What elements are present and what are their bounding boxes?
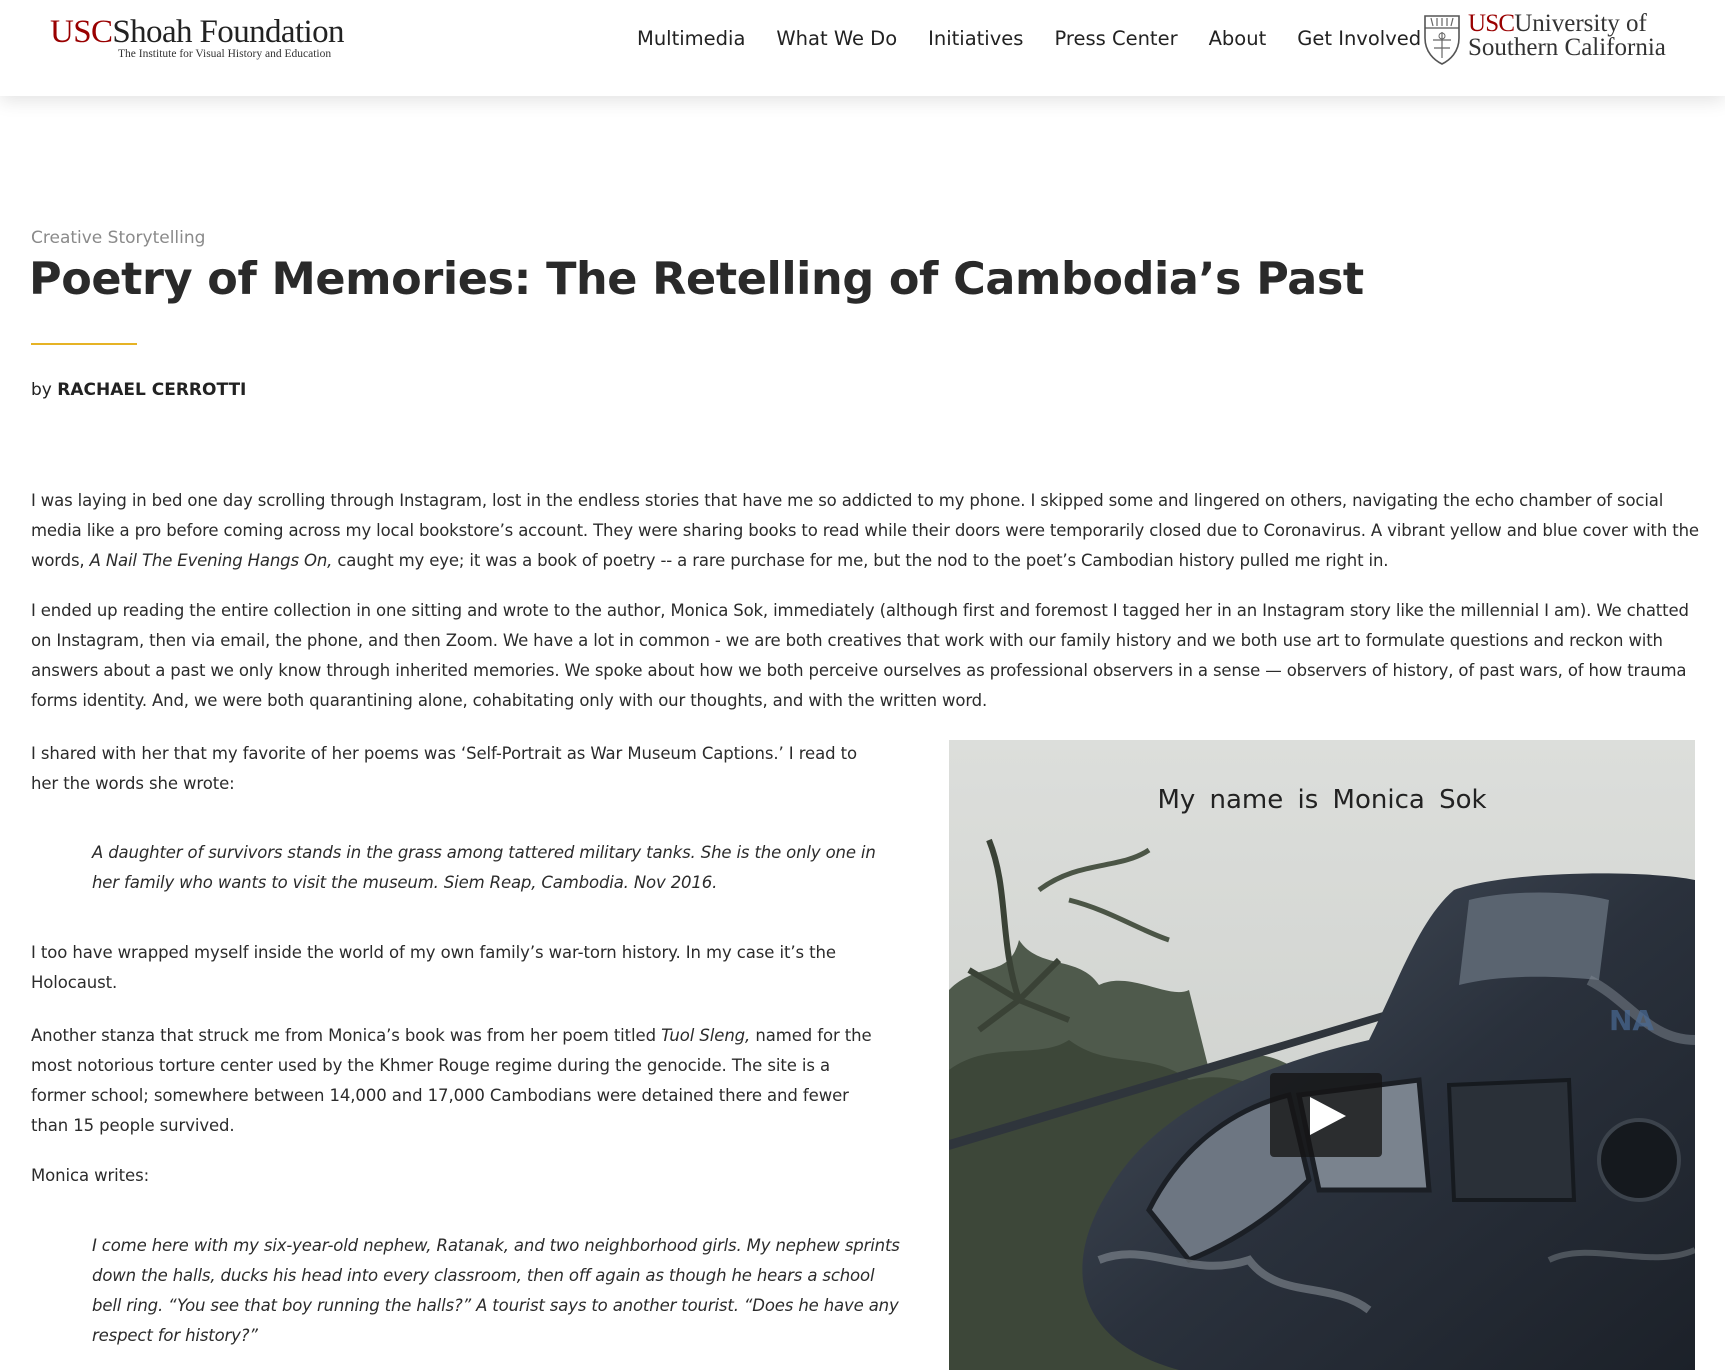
university-usc-text: USC <box>1468 10 1515 37</box>
blockquote-1: A daughter of survivors stands in the grass among tattered military tanks. She is the only one in her family who wants to visit the museum. Siem Reap, Cambodia. Nov 2016. <box>92 843 876 892</box>
nav-what-we-do[interactable]: What We Do <box>776 27 898 50</box>
p1-text-end: caught my eye; it was a book of poetry -- a rare purchase for me, but the nod to the poet’s Cambodian history pulled me right in. <box>337 551 1389 570</box>
university-line2: Southern California <box>1468 34 1666 61</box>
article-title: Poetry of Memories: The Retelling of Cambodia’s Past <box>29 254 1364 305</box>
university-name <box>1468 12 1666 60</box>
paragraph-5 <box>31 1021 881 1141</box>
nav-multimedia[interactable]: Multimedia <box>637 27 746 50</box>
byline-prefix: by <box>31 380 52 400</box>
title-accent-rule <box>31 343 137 345</box>
play-icon <box>1306 1095 1348 1137</box>
paragraph-4: I too have wrapped myself inside the world of my own family’s war-torn history. In my case it’s the Holocaust. <box>31 943 836 992</box>
main-nav <box>637 24 1452 54</box>
usc-shield-icon <box>1422 12 1462 66</box>
paragraph-2: I ended up reading the entire collection in one sitting and wrote to the author, Monica Sok, immediately (although first and foremost I tagged her in an Instagram story like the millennial I am). We chatted on Instagram, then via email, the phone, and then Zoom. We have a lot in common - we are both creatives that work with our family history and we both use art to formulate questions and reckon with answers about a past we only know through inherited memories. We spoke about how we both perceive ourselves as professional observers in a sense — observers of history, of past wars, of how trauma forms identity. And, we were both quarantining alone, cohabitating only with our thoughts, and with the written word. <box>31 601 1689 710</box>
video-caption: My name is Monica Sok <box>1157 785 1487 815</box>
p1-book-title: A Nail The Evening Hangs On, <box>89 551 333 570</box>
blockquote-2: I come here with my six-year-old nephew, Ratanak, and two neighborhood girls. My nephew sprints down the halls, ducks his head into every classroom, then off again as though he hears a school bell ring. “You see that boy running the halls?” A tourist says to another tourist. “Does he have any respect for history?” <box>92 1236 900 1345</box>
university-line1: University of <box>1514 10 1647 37</box>
article-category[interactable]: Creative Storytelling <box>31 228 206 248</box>
nav-press-center[interactable]: Press Center <box>1054 27 1178 50</box>
p5-text-start: Another stanza that struck me from Monica’s book was from her poem titled <box>31 1026 656 1045</box>
site-header <box>0 0 1725 96</box>
paragraph-6: Monica writes: <box>31 1166 150 1185</box>
nav-get-involved[interactable]: Get Involved <box>1297 27 1422 50</box>
p5-text-end: named for the most notorious torture center used by the Khmer Rouge regime during the genocide. The site is a former school; somewhere between 14,000 and 17,000 Cambodians were detained there and fewer than 15 people survived. <box>31 1026 872 1135</box>
logo-name-text: Shoah Foundation <box>112 14 344 50</box>
logo-tagline: The Institute for Visual History and Education <box>118 48 332 60</box>
paragraph-1 <box>31 486 1705 576</box>
paragraph-3: I shared with her that my favorite of her poems was ‘Self-Portrait as War Museum Captions.’ I read to her the words she wrote: <box>31 744 857 793</box>
video-thumbnail <box>949 740 1695 1370</box>
video-player[interactable] <box>949 740 1695 1370</box>
svg-text:NA: NA <box>1609 1004 1655 1037</box>
play-button[interactable] <box>1270 1073 1382 1157</box>
shoah-foundation-logo[interactable] <box>50 14 344 60</box>
usc-university-logo[interactable] <box>1422 12 1666 66</box>
nav-about[interactable]: About <box>1208 27 1267 50</box>
p1-text-start: I was laying in bed one day scrolling through Instagram, lost in the endless stories that have me so addicted to my phone. I skipped some and lingered on others, navigating the echo chamber of social media like a pro before coming across my local bookstore’s account. They were sharing books to read while their doors were temporarily closed due to Coronavirus. A vibrant yellow and blue cover with the words, <box>31 491 1699 570</box>
logo-usc-text: USC <box>50 14 113 50</box>
nav-initiatives[interactable]: Initiatives <box>928 27 1024 50</box>
p5-poem-title: Tuol Sleng, <box>661 1026 751 1045</box>
author-name[interactable]: RACHAEL CERROTTI <box>57 380 247 400</box>
article-byline <box>31 380 246 400</box>
